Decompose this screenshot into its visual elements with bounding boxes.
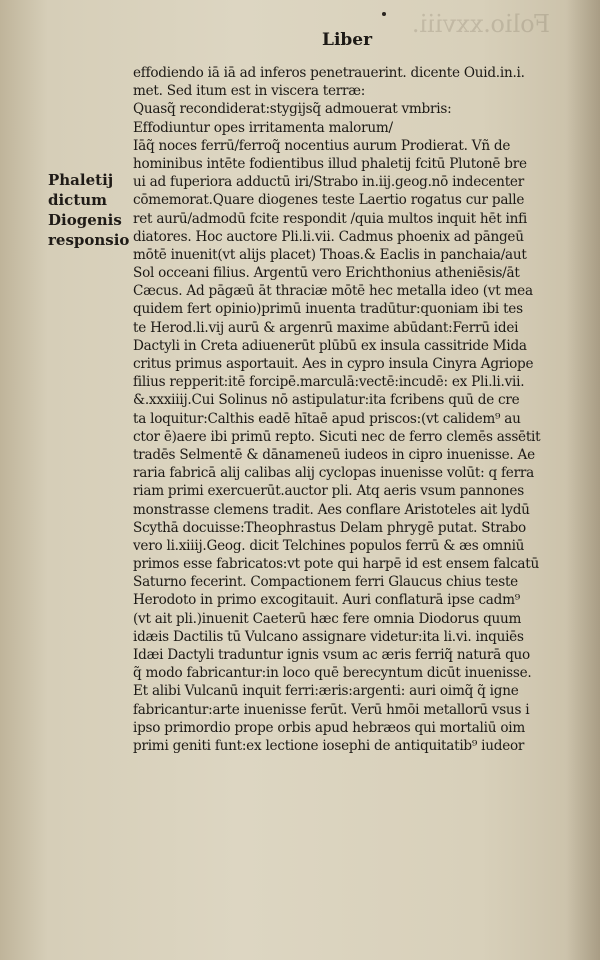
text-line: primos esse fabricatos:vt pote qui harpē id est ensem falcatū: [133, 556, 539, 573]
text-line: primi geniti funt:ex lectione iosephi de antiquitatib⁹ iudeor: [133, 737, 525, 754]
text-line: Quasq̃ recondiderat:stygijsq̃ admouerat vmbris:: [133, 101, 452, 118]
text-line: ta loquitur:Calthis eadē hītaē apud priscos:(vt calidem⁹ au: [133, 410, 521, 427]
text-line: fabricantur:arte inuenisse ferūt. Verū hmōi metallorū vsus i: [133, 701, 530, 718]
text-line: ipso primordio prope orbis apud hebræos qui mortaliū oim: [133, 719, 525, 736]
margin-note: responsio: [48, 231, 130, 249]
bleed-through-text: Folio.xxviii.: [411, 10, 550, 38]
text-line: q̃ modo fabricantur:in loco quē berecyntum dicūt inuenisse.: [133, 665, 532, 682]
text-line: te Herod.li.vij aurū & argenrū maxime abūdant:Ferrū idei: [133, 319, 519, 336]
text-line: quidem fert opinio)primū inuenta tradūtur:quoniam ibi tes: [133, 301, 523, 318]
text-line: Et alibi Vulcanū inquit ferri:æris:argenti: auri oimq̃ q̃ igne: [133, 683, 519, 700]
running-head: Liber: [322, 30, 373, 50]
margin-note: Diogenis: [48, 211, 122, 229]
text-line: Iāq̃ noces ferrū/ferroq̃ nocentius aurum Prodierat. Vñ de: [133, 137, 511, 154]
text-line: hominibus intēte fodientibus illud phaletij fcitū Plutonē bre: [133, 155, 527, 172]
body-text: [133, 64, 573, 755]
margin-notes: [48, 170, 128, 250]
margin-note: dictum: [48, 191, 108, 209]
text-line: diatores. Hoc auctore Pli.li.vii. Cadmus phoenix ad pāngeū: [133, 228, 524, 245]
text-line: &.xxxiiij.Cui Solinus nō astipulatur:ita fcribens quū de cre: [133, 392, 520, 409]
text-line: cōmemorat.Quare diogenes teste Laertio rogatus cur palle: [133, 192, 525, 209]
text-line: riam primi exercuerūt.auctor pli. Atq aeris vsum pannones: [133, 483, 524, 500]
text-line: met. Sed itum est in viscera terræ:: [133, 83, 366, 100]
text-line: ret aurū/admodū fcite respondit /quia multos inquit hēt infi: [133, 210, 527, 227]
text-line: Herodoto in primo excogitauit. Auri conflaturā ipse cadm⁹: [133, 592, 520, 609]
text-line: idæis Dactilis tū Vulcano assignare videtur:ita li.vi. inquiēs: [133, 628, 524, 645]
text-line: filius repperit:itē forcipē.marculā:vectē:incudē: ex Pli.li.vii.: [133, 374, 525, 391]
text-line: mōtē inuenit(vt alijs placet) Thoas.& Eaclis in panchaia/aut: [133, 246, 527, 263]
text-line: raria fabricā alij calibas alij cyclopas inuenisse volūt: q ferra: [133, 465, 534, 482]
text-line: Dactyli in Creta adiuenerūt plūbū ex insula cassitride Mida: [133, 337, 527, 354]
text-line: Effodiuntur opes irritamenta malorum/: [133, 119, 393, 136]
text-line: effodiendo iā iā ad inferos penetrauerint. dicente Ouid.in.i.: [133, 65, 525, 81]
text-line: Saturno fecerint. Compactionem ferri Glaucus chius teste: [133, 574, 518, 591]
text-line: Idæi Dactyli traduntur ignis vsum ac æris ferriq̃ naturā quo: [133, 647, 530, 663]
text-line: ui ad fuperiora adductū iri/Strabo in.iij.geog.nō indecenter: [133, 174, 524, 191]
text-line: Scythā docuisse:Theophrastus Delam phrygē putat. Strabo: [133, 519, 526, 536]
text-line: ctor ē)aere ibi primū repto. Sicuti nec de ferro clemēs assētit: [133, 428, 541, 445]
text-line: Sol occeani filius. Argentū vero Erichthonius atheniēsis/āt: [133, 265, 520, 282]
ink-dot: [382, 12, 386, 16]
text-line: critus primus asportauit. Aes in cypro insula Cinyra Agriope: [133, 356, 534, 372]
text-line: Cæcus. Ad pāgæū āt thraciæ mōtē hec metalla ideo (vt mea: [133, 283, 533, 300]
text-line: (vt ait pli.)inuenit Caeterū hæc fere omnia Diodorus quum: [133, 610, 522, 627]
margin-note: Phaletij: [48, 171, 114, 189]
text-line: tradēs Selmentē & dānameneū iudeos in cipro inuenisse. Ae: [133, 446, 535, 463]
text-line: vero li.xiiij.Geog. dicit Telchines populos ferrū & æs omniū: [133, 537, 525, 554]
text-line: monstrasse clemens tradit. Aes conflare Aristoteles ait lydū: [133, 501, 530, 518]
